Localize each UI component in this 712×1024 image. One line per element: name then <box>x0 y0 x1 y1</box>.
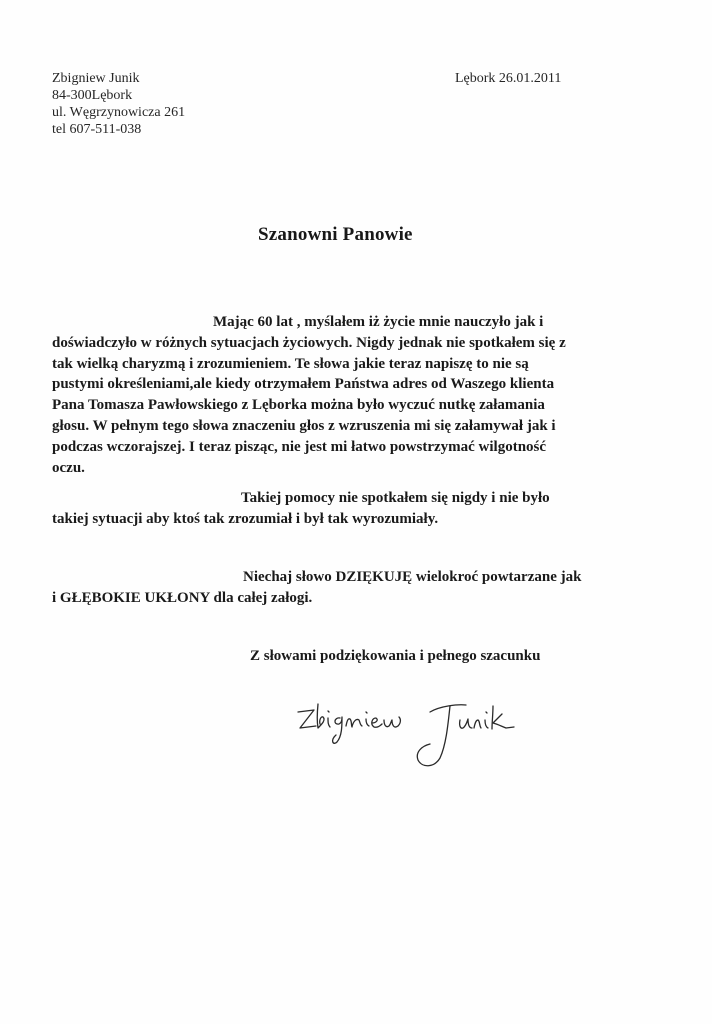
sender-postal-code: 84-300Lębork <box>52 88 133 103</box>
sender-address-block <box>52 70 185 138</box>
handwritten-signature <box>290 690 530 780</box>
paragraph-3 <box>52 567 652 609</box>
paragraph-1-line-2: doświadczyło w różnych sytuacjach życiowych. Nigdy jednak nie spotkałem się z <box>52 334 566 351</box>
paragraph-1 <box>52 312 652 478</box>
salutation: Szanowni Panowie <box>258 224 413 245</box>
sender-name: Zbigniew Junik <box>52 71 140 86</box>
paragraph-1-line-5: Pana Tomasza Pawłowskiego z Lęborka można było wyczuć nutkę załamania <box>52 397 545 414</box>
place-and-date: Lębork 26.01.2011 <box>455 71 562 86</box>
paragraph-1-line-3: tak wielką charyzmą i zrozumieniem. Te słowa jakie teraz napiszę to nie są <box>52 355 529 372</box>
sender-phone: tel 607-511-038 <box>52 122 142 137</box>
paragraph-3-line-2: i GŁĘBOKIE UKŁONY dla całej załogi. <box>52 589 313 606</box>
paragraph-2 <box>52 488 652 530</box>
paragraph-1-line-6: głosu. W pełnym tego słowa znaczeniu głos z wzruszenia mi się załamywał jak i <box>52 417 556 434</box>
paragraph-2-line-1: Takiej pomocy nie spotkałem się nigdy i nie było <box>241 490 550 506</box>
closing-line: Z słowami podziękowania i pełnego szacunku <box>250 648 541 664</box>
paragraph-1-line-7: podczas wczorajszej. I teraz pisząc, nie jest mi łatwo powstrzymać wilgotność <box>52 438 547 455</box>
paragraph-3-line-1: Niechaj słowo DZIĘKUJĘ wielokroć powtarzane jak <box>243 569 582 585</box>
paragraph-1-line-8: oczu. <box>52 459 85 476</box>
paragraph-1-line-4: pustymi określeniami,ale kiedy otrzymałem Państwa adres od Waszego klienta <box>52 376 555 393</box>
sender-street: ul. Węgrzynowicza 261 <box>52 105 186 120</box>
paragraph-2-line-2: takiej sytuacji aby ktoś tak zrozumiał i był tak wyrozumiały. <box>52 510 439 527</box>
paragraph-1-line-1: Mając 60 lat , myślałem iż życie mnie nauczyło jak i <box>213 314 544 330</box>
